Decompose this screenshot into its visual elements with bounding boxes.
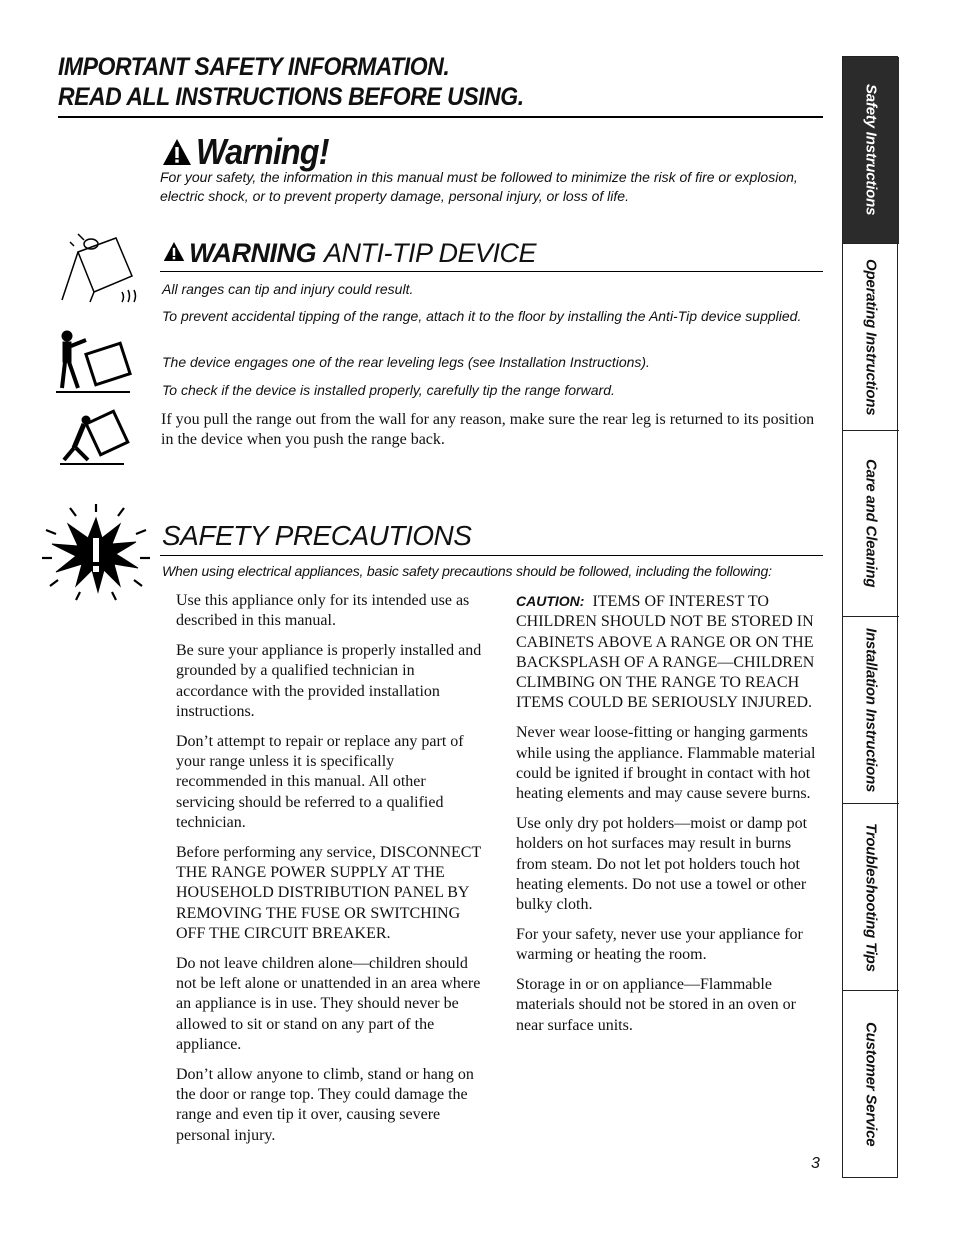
tab-safety-instructions[interactable] [843, 57, 899, 244]
safety-paragraph: Never wear loose-fitting or hanging garments while using the appliance. Flammable material could be ignited if brought in contact with hot heating elements and may cause severe burns. [516, 724, 816, 803]
tab-label: Care and Cleaning [862, 459, 880, 588]
warning-triangle-icon [163, 241, 185, 262]
section-tab-sidebar [842, 56, 898, 1178]
tab-customer-service[interactable] [843, 991, 899, 1177]
child-fall-icon [58, 406, 134, 468]
caution-text: ITEMS OF INTEREST TO CHILDREN SHOULD NOT BE STORED IN CABINETS ABOVE A RANGE OR ON THE BACKSPLASH OF A RANGE—CHILDREN CLIMBING ON THE RANGE TO REACH ITEMS COULD BE SERIOUSLY INJURED. [516, 593, 815, 712]
child-climbing-door-icon [56, 326, 132, 396]
tab-care-and-cleaning[interactable] [843, 431, 899, 617]
header-line-1: IMPORTANT SAFETY INFORMATION. [58, 53, 450, 81]
warning-title-text: Warning! [196, 131, 329, 172]
antitip-paragraph: To check if the device is installed properly, carefully tip the range forward. [162, 382, 615, 398]
safety-paragraph: Use only dry pot holders—moist or damp pot holders on hot surfaces may result in burns from steam. Do not let pot holders touch hot heating elements. Do not use a towel or other bulky cloth. [516, 814, 808, 914]
page-header [58, 52, 828, 112]
safety-precautions-heading: SAFETY PRECAUTIONS [162, 520, 472, 551]
antitip-paragraph: The device engages one of the rear leveling legs (see Installation Instructions). [162, 354, 650, 370]
tab-label: Operating Instructions [862, 258, 880, 416]
safety-intro: When using electrical appliances, basic safety precautions should be followed, including the following: [162, 563, 772, 579]
caution-label: CAUTION: [516, 593, 585, 609]
caution-paragraph [516, 591, 820, 714]
antitip-paragraph: To prevent accidental tipping of the range, attach it to the floor by installing the Anti-Tip device supplied. [162, 308, 802, 324]
warning-body: For your safety, the information in this manual must be followed to minimize the risk of fire or explosion, electric shock, or to prevent property damage, personal injury, or loss of life. [160, 169, 798, 204]
safety-left-column [176, 591, 484, 1155]
page-number: 3 [811, 1155, 820, 1172]
tab-troubleshooting-tips[interactable] [843, 804, 899, 991]
tab-label: Troubleshooting Tips [862, 822, 880, 972]
antitip-warning-word: WARNING [189, 238, 316, 268]
tab-installation-instructions[interactable] [843, 617, 899, 804]
safety-paragraph: Before performing any service, DISCONNECT THE RANGE POWER SUPPLY AT THE HOUSEHOLD DISTRIBUTION PANEL BY REMOVING THE FUSE OR SWITCHING OFF THE CIRCUIT BREAKER. [176, 843, 481, 942]
safety-paragraph: Use this appliance only for its intended use as described in this manual. [176, 592, 470, 630]
safety-paragraph: Don’t allow anyone to climb, stand or hang on the door or range top. They could damage the range and even tip it over, causing severe personal injury. [176, 1065, 474, 1144]
tab-label: Installation Instructions [862, 627, 880, 793]
safety-right-column [516, 591, 820, 1045]
warning-triangle-icon [162, 138, 192, 166]
header-divider [58, 116, 823, 118]
tab-label: Safety Instructions [862, 84, 880, 216]
tab-operating-instructions[interactable] [843, 244, 899, 431]
explosion-warning-icon [40, 502, 152, 604]
antitip-paragraph: If you pull the range out from the wall for any reason, make sure the rear leg is returned to its position in the device when you push the range back. [161, 411, 815, 448]
tab-label: Customer Service [862, 1021, 880, 1147]
safety-paragraph: Don’t attempt to repair or replace any part of your range unless it is specifically recommended in this manual. All other servicing should be referred to a qualified technician. [176, 732, 464, 831]
safety-paragraph: For your safety, never use your appliance for warming or heating the room. [516, 925, 803, 964]
safety-paragraph: Be sure your appliance is properly installed and grounded by a qualified technician in accordance with the provided installation instructions. [176, 642, 482, 720]
safety-paragraph: Storage in or on appliance—Flammable materials should not be stored in an oven or near surface units. [516, 976, 796, 1034]
antitip-divider [160, 271, 823, 272]
safety-divider [160, 555, 823, 556]
antitip-paragraph: All ranges can tip and injury could result. [162, 281, 414, 297]
header-line-2: READ ALL INSTRUCTIONS BEFORE USING. [58, 83, 524, 111]
antitip-heading [163, 238, 536, 269]
range-tipping-illustration [56, 232, 146, 306]
antitip-title: ANTI-TIP DEVICE [324, 238, 537, 268]
safety-paragraph: Do not leave children alone—children should not be left alone or unattended in an area where an appliance is in use. They should never be allowed to sit or stand on any part of the appliance. [176, 954, 481, 1053]
